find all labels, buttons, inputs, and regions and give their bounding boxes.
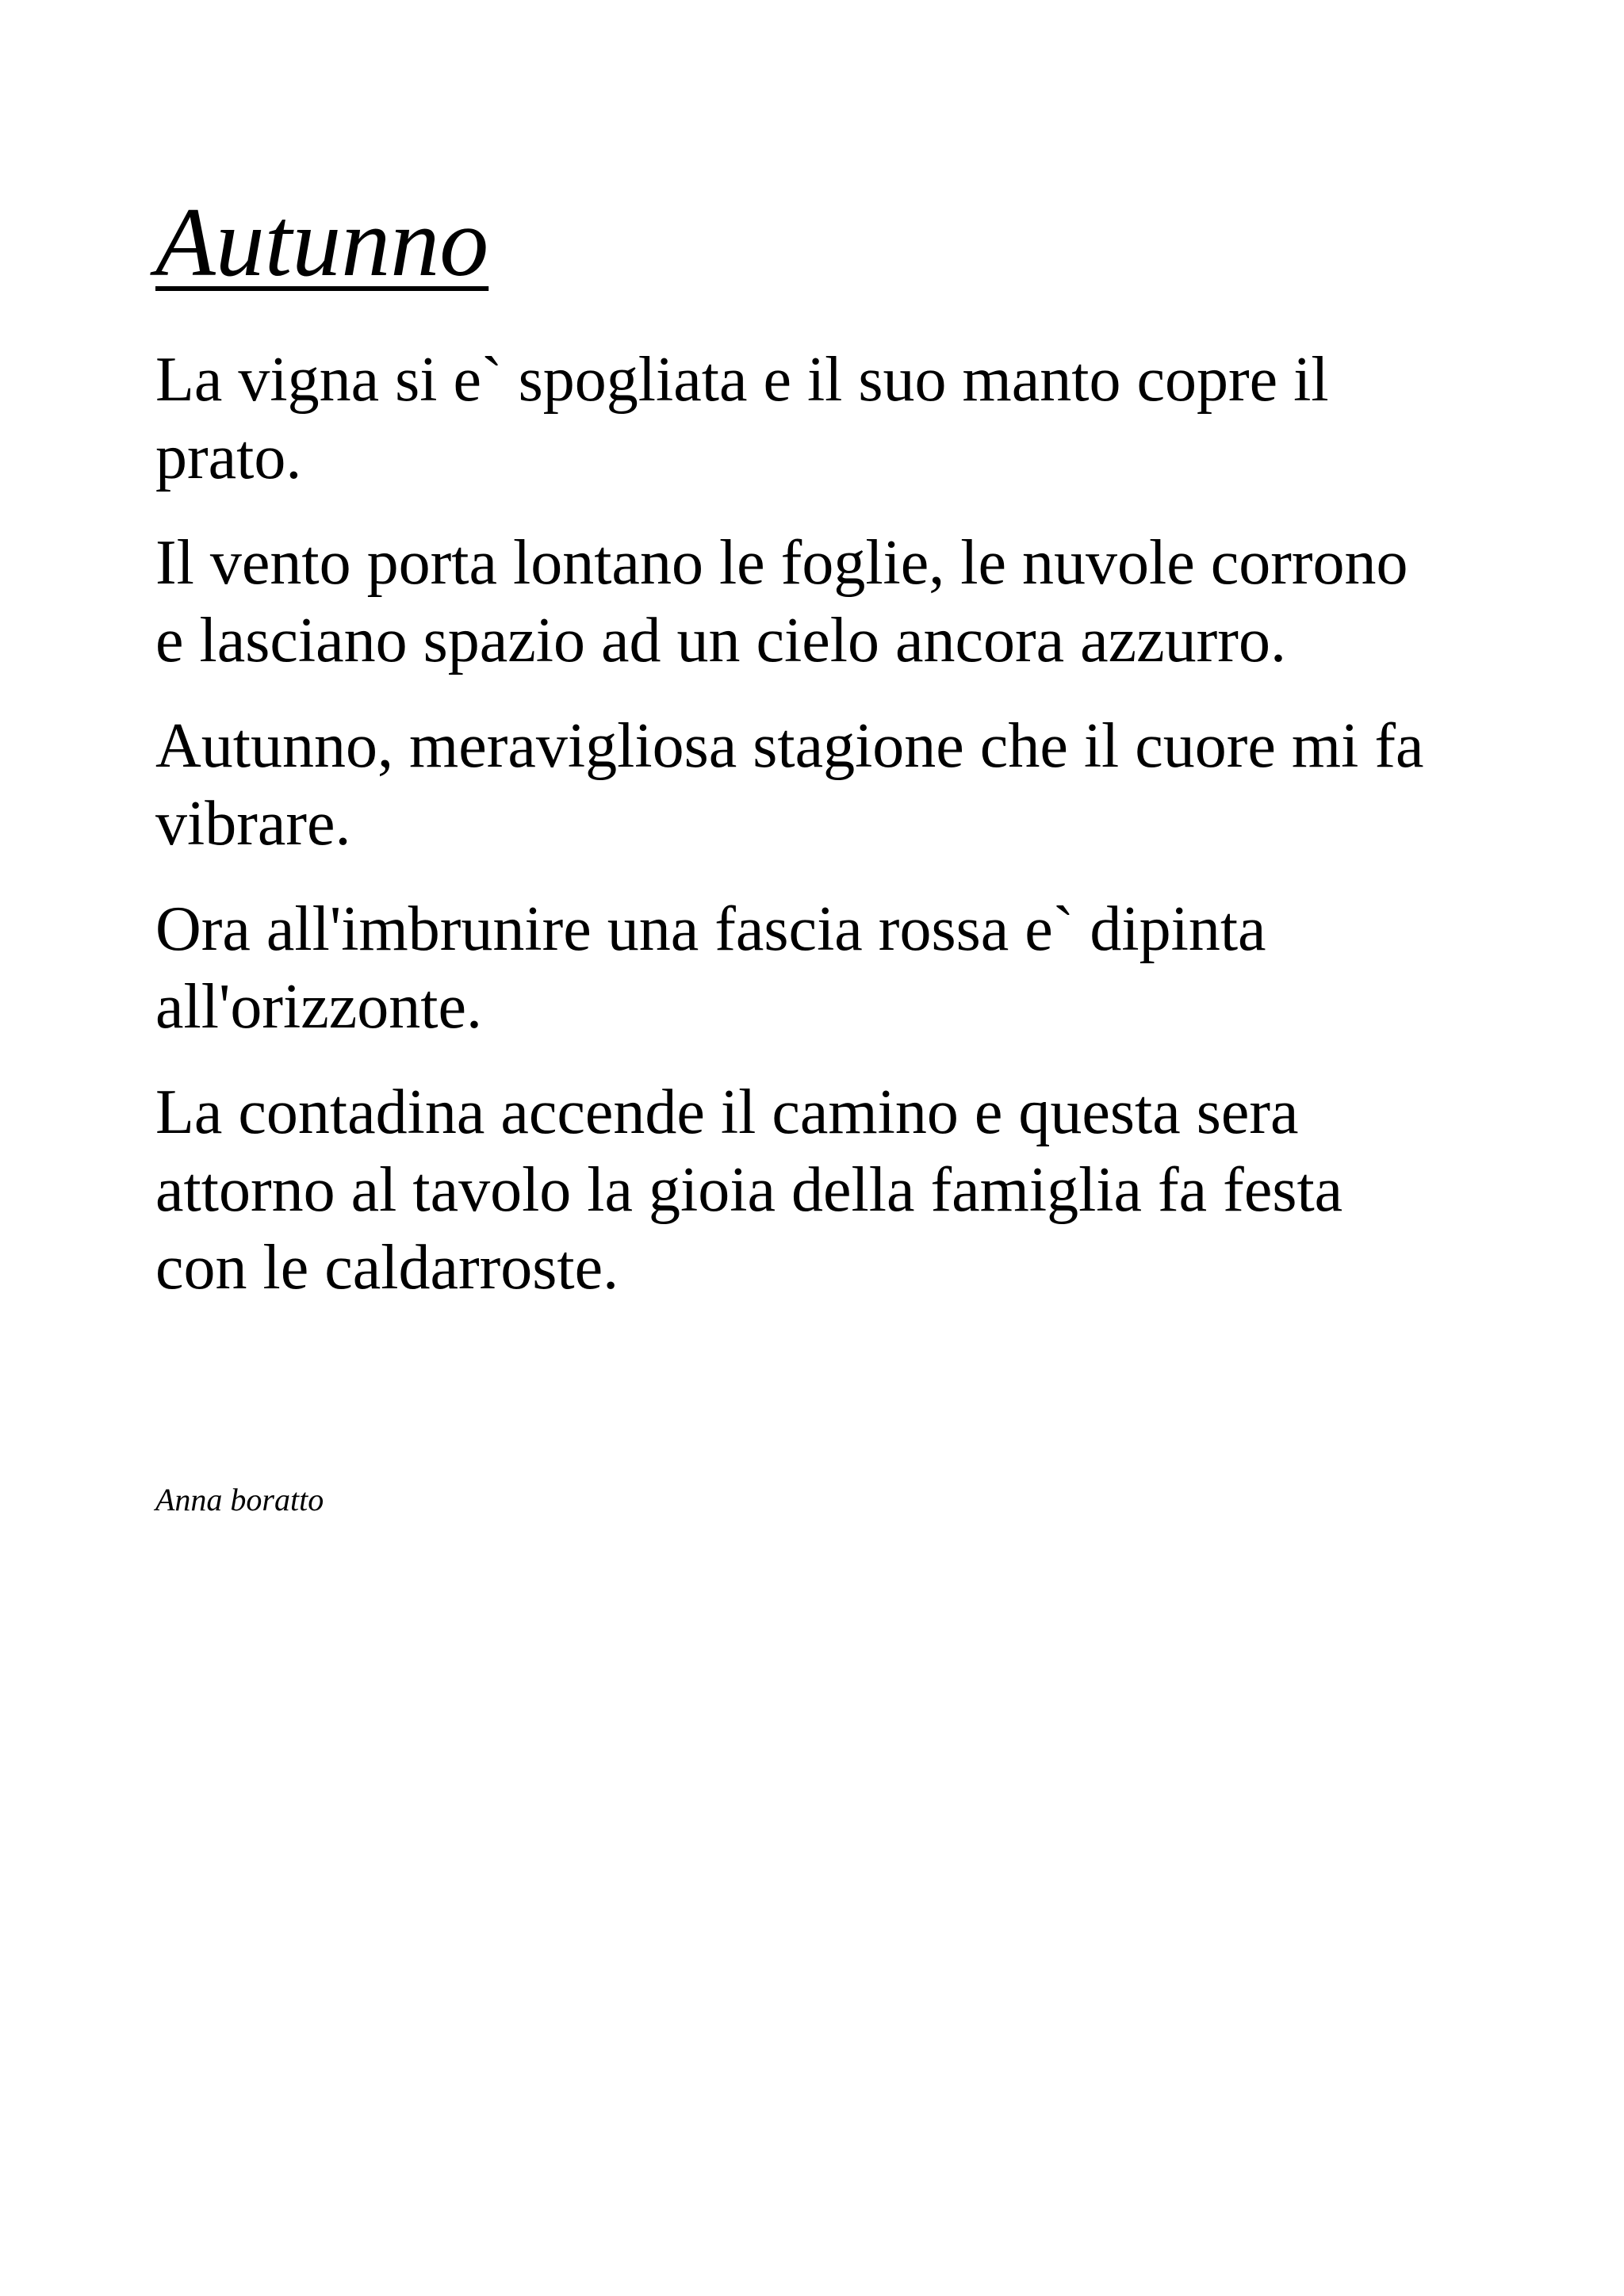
stanza: [155, 341, 1503, 496]
poem-line: Il vento porta lontano le foglie, le nuvole corrono: [155, 528, 1408, 598]
stanza: [155, 707, 1503, 863]
poem-line: Autunno, meravigliosa stagione che il cuore mi fa: [155, 711, 1424, 781]
stanza: [155, 890, 1503, 1046]
poem-line: con le caldarroste.: [155, 1233, 619, 1303]
poem-title: Autunno: [155, 188, 489, 297]
stanza: [155, 1073, 1503, 1307]
poem-line: La vigna si e` spogliata e il suo manto copre il: [155, 345, 1329, 415]
poem-line: e lasciano spazio ad un cielo ancora azzurro.: [155, 606, 1286, 675]
poem-line: all'orizzonte.: [155, 972, 482, 1042]
poem-line: attorno al tavolo la gioia della famiglia fa festa: [155, 1155, 1343, 1225]
stanza: [155, 524, 1503, 679]
author-signature: Anna boratto: [155, 1482, 324, 1517]
poem-line: La contadina accende il camino e questa sera: [155, 1077, 1299, 1147]
poem-line: vibrare.: [155, 789, 351, 859]
poem-body: [155, 341, 1503, 1334]
poem-line: Ora all'imbrunire una fascia rossa e` dipinta: [155, 894, 1266, 964]
poem-line: prato.: [155, 423, 302, 492]
